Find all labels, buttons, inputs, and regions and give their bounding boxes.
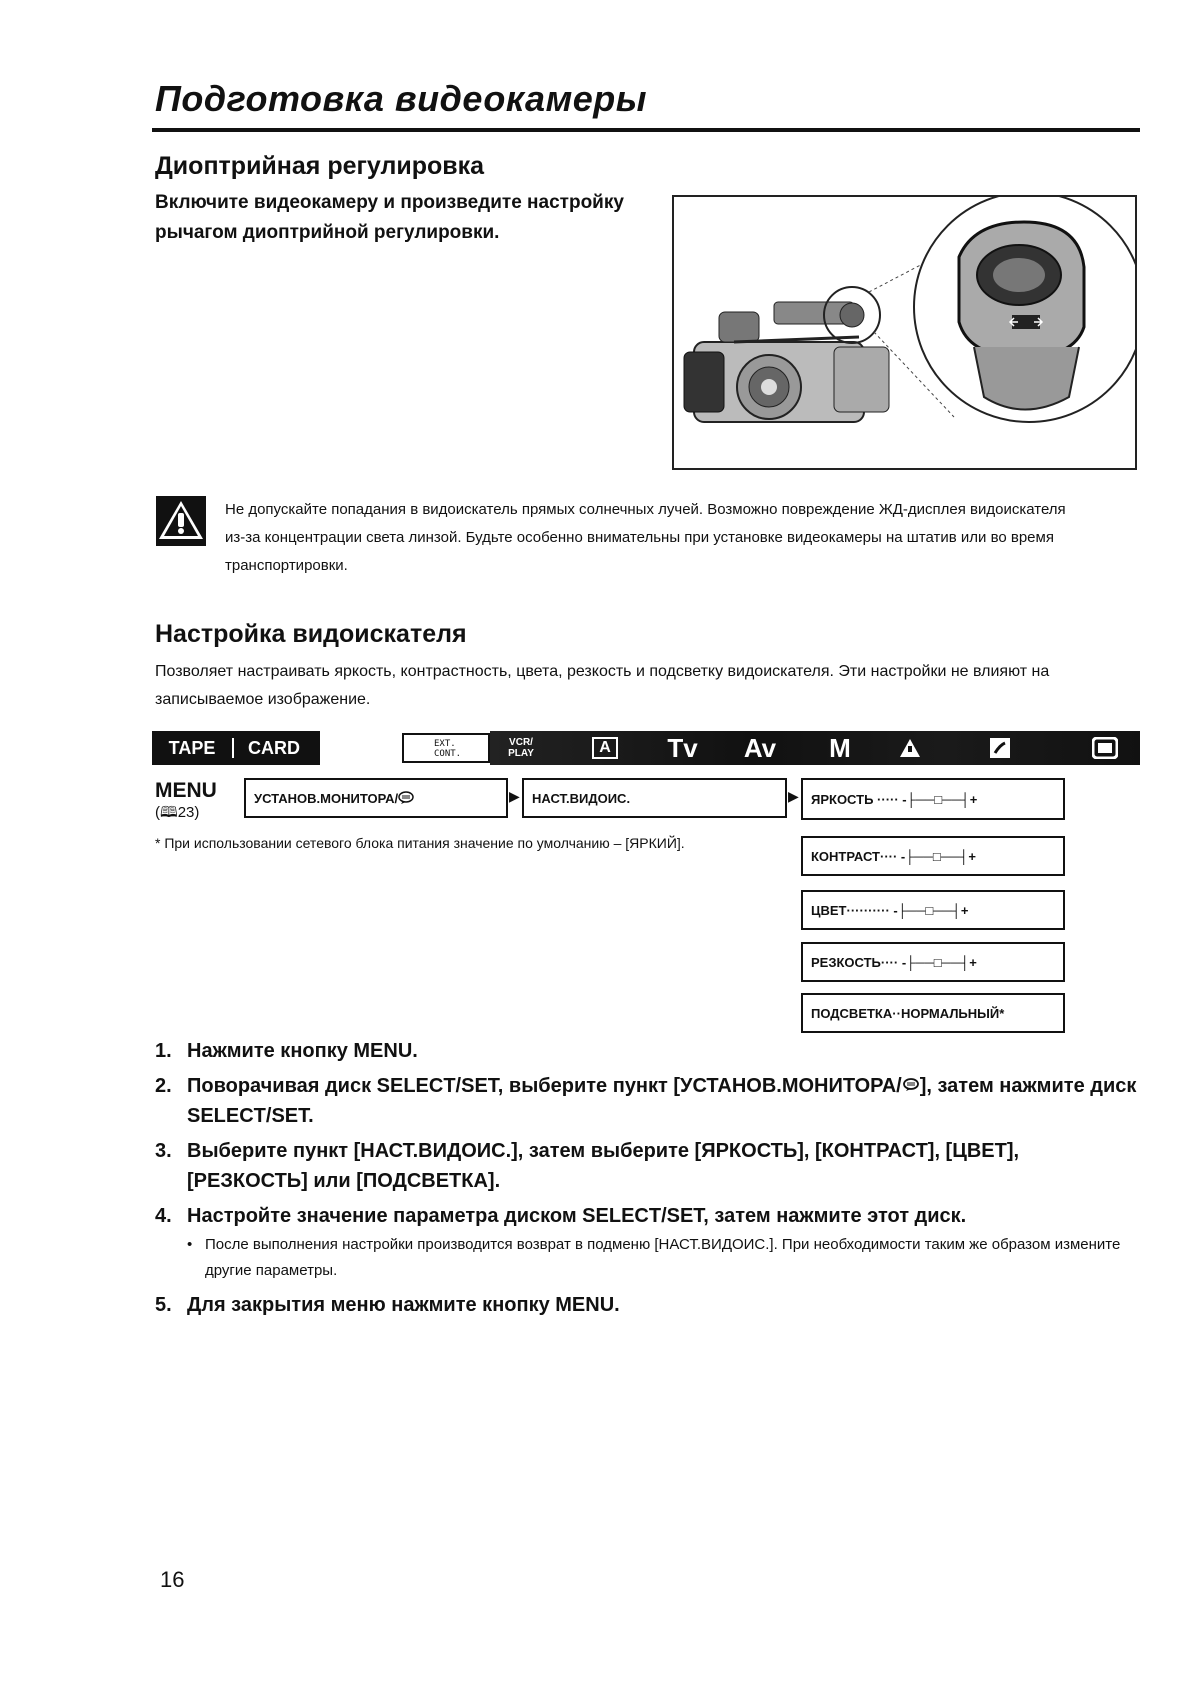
caution-line2: из-за концентрации света линзой. Будьте особенно внимательны при установке видеокамеры на штатив или во время [225, 529, 1054, 546]
step-5: 5. Для закрытия меню нажмите кнопку MENU. [155, 1294, 620, 1316]
page-title: Подготовка видеокамеры [155, 78, 647, 119]
contrast-label: КОНТРАСТ [811, 848, 880, 864]
sharpness-label: РЕЗКОСТЬ [811, 954, 881, 970]
step-1: 1. Нажмите кнопку MENU. [155, 1040, 418, 1062]
tv-mode: Tv [667, 732, 698, 763]
diopter-instruction-line1: Включите видеокамеру и произведите настройку [155, 192, 624, 213]
backlight-value: НОРМАЛЬНЫЙ* [900, 1005, 1005, 1021]
title-rule [152, 128, 1140, 132]
manual-mode: M [829, 732, 851, 763]
section-heading-diopter: Диоптрийная регулировка [155, 152, 485, 180]
brightness-slider: -├──□──┤+ [902, 791, 978, 807]
caution-line3: транспортировки. [225, 557, 348, 574]
color-slider: -├──□──┤+ [893, 902, 969, 918]
ext-cont-indicator [402, 733, 490, 763]
play-label: PLAY [508, 748, 534, 759]
diopter-instruction-line2: рычагом диоптрийной регулировки. [155, 222, 500, 243]
setting-brightness: ЯРКОСТЬ ····· -├──□──┤+ [801, 778, 1065, 820]
menu-ref-page: 23 [177, 804, 195, 821]
camcorder-illustration [672, 195, 1137, 470]
step-3: 3. Выберите пункт [НАСТ.ВИДОИС.], затем выберите [ЯРКОСТЬ], [КОНТРАСТ], [ЦВЕТ], [РЕЗКОСТЬ] или [ПОДСВЕТКА]. [155, 1140, 1020, 1192]
easy-mode-icon [890, 731, 930, 765]
portrait-mode-icon [980, 731, 1020, 765]
menu-page-ref: (🕮23) [155, 804, 200, 821]
viewfinder-desc-line2: записываемое изображение. [155, 691, 371, 708]
special-scene-icon [1085, 731, 1125, 765]
brightness-label: ЯРКОСТЬ [811, 791, 874, 807]
page-number: 16 [160, 1567, 185, 1592]
av-mode: Av [743, 732, 777, 763]
step-2: 2. Поворачивая диск SELECT/SET, выберите пункт [УСТАНОВ.МОНИТОРА/ ], затем нажмите диск SELECT/SET. [155, 1075, 1137, 1127]
caution-icon [155, 495, 207, 547]
tape-label: TAPE [168, 737, 216, 758]
footnote: * При использовании сетевого блока питания значение по умолчанию – [ЯРКИЙ]. [155, 835, 685, 851]
caution-text [225, 496, 1140, 580]
speech-bubble-icon [398, 791, 414, 805]
backlight-label: ПОДСВЕТКА [811, 1005, 893, 1021]
caution-line1: Не допускайте попадания в видоискатель прямых солнечных лучей. Возможно повреждение ЖД-дисплея видоискателя [225, 501, 1066, 518]
auto-label: A [592, 737, 618, 759]
menu-box-viewfinder-setup [522, 778, 787, 818]
setting-sharpness: РЕЗКОСТЬ ···· -├──□──┤+ [801, 942, 1065, 982]
viewfinder-setup-label: НАСТ.ВИДОИС. [532, 790, 631, 806]
arrow-right-icon: ▶ [509, 788, 520, 804]
steps-list [155, 1036, 1140, 1325]
camcorder-drawing [674, 197, 1135, 468]
tape-card-indicator [152, 731, 320, 765]
contrast-slider: -├──□──┤+ [900, 848, 976, 864]
menu-box-monitor-setup [244, 778, 508, 818]
card-label: CARD [248, 737, 300, 758]
step-4: 4. Настройте значение параметра диском SELECT/SET, затем нажмите этот диск. [155, 1205, 967, 1227]
setting-backlight: ПОДСВЕТКА ·· НОРМАЛЬНЫЙ* [801, 993, 1065, 1033]
ext-label: EXT. [434, 739, 456, 749]
vcr-label: VCR/ [509, 737, 533, 748]
vcr-play-mode [492, 731, 550, 765]
menu-label: MENU [155, 779, 217, 802]
viewfinder-desc-line1: Позволяет настраивать яркость, контрастность, цвета, резкость и подсветку видоискателя. Эти настройки не влияют на [155, 663, 1050, 680]
arrow-right-icon: ▶ [788, 788, 799, 804]
speech-bubble-icon [902, 1078, 920, 1092]
color-label: ЦВЕТ [811, 902, 847, 918]
setting-color: ЦВЕТ ·········· -├──□──┤+ [801, 890, 1065, 930]
monitor-setup-label: УСТАНОВ.МОНИТОРА/ [254, 790, 399, 806]
section-heading-viewfinder: Настройка видоискателя [155, 620, 467, 648]
step-4-note: • После выполнения настройки производится возврат в подменю [НАСТ.ВИДОИС.]. При необходимости таким же образом измените другие параметры. [187, 1236, 1121, 1279]
book-icon: (🕮 [155, 804, 178, 821]
auto-mode [585, 731, 625, 765]
setting-contrast: КОНТРАСТ ···· -├──□──┤+ [801, 836, 1065, 876]
cont-label: CONT. [434, 749, 462, 759]
mode-dial-bar [490, 731, 1140, 765]
sharpness-slider: -├──□──┤+ [901, 954, 977, 970]
